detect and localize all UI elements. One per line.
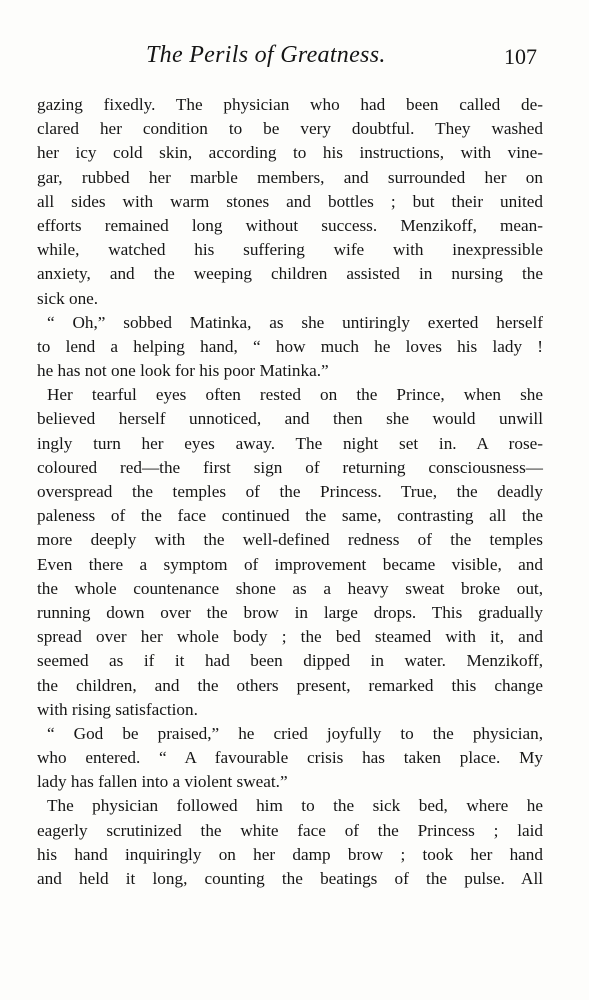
text-line: to lend a helping hand, “ how much he loves his lady ! <box>37 336 543 356</box>
text-line: with rising satisfaction. <box>37 699 198 719</box>
text-line: the whole countenance shone as a heavy sweat broke out, <box>37 578 543 598</box>
text-line: gar, rubbed her marble members, and surrounded her on <box>37 167 543 187</box>
text-line: “ God be praised,” he cried joyfully to the physician, <box>47 723 543 743</box>
text-line: all sides with warm stones and bottles ; but their united <box>37 191 543 211</box>
text-line: Her tearful eyes often rested on the Prince, when she <box>47 385 543 405</box>
page-number: 107 <box>504 44 537 69</box>
text-line: Even there a symptom of improvement became visible, and <box>37 554 543 574</box>
text-line: the children, and the others present, remarked this change <box>37 675 543 695</box>
text-line: who entered. “ A favourable crisis has taken place. My <box>37 748 543 768</box>
text-line: coloured red—the first sign of returning consciousness— <box>37 457 543 477</box>
text-line: “ Oh,” sobbed Matinka, as she untiringly exerted herself <box>47 312 543 332</box>
text-line: sick one. <box>37 288 99 308</box>
text-line: clared her condition to be very doubtful. They washed <box>37 119 543 139</box>
text-line: spread over her whole body ; the bed steamed with it, and <box>37 627 543 647</box>
running-head-title: The Perils of Greatness. <box>146 42 386 68</box>
text-line: ingly turn her eyes away. The night set in. A rose- <box>37 433 543 453</box>
text-line: believed herself unnoticed, and then she would unwill <box>37 409 543 429</box>
text-line: gazing fixedly. The physician who had been called de- <box>37 95 543 114</box>
text-line: efforts remained long without success. Menzikoff, mean- <box>37 215 543 235</box>
text-line: and held it long, counting the beatings of the pulse. All <box>37 869 543 888</box>
text-line: overspread the temples of the Princess. True, the deadly <box>37 482 543 501</box>
body-text <box>37 93 543 891</box>
text-line: The physician followed him to the sick bed, where he <box>47 796 543 816</box>
text-line: her icy cold skin, according to his instructions, with vine- <box>37 143 543 163</box>
text-line: his hand inquiringly on her damp brow ; took her hand <box>37 844 543 864</box>
text-line: running down over the brow in large drops. This gradually <box>37 602 543 622</box>
text-line: paleness of the face continued the same, contrasting all the <box>37 506 543 526</box>
text-line: he has not one look for his poor Matinka.” <box>37 361 329 381</box>
text-line: while, watched his suffering wife with inexpressible <box>37 240 543 260</box>
text-line: seemed as if it had been dipped in water. Menzikoff, <box>37 651 543 671</box>
text-line: eagerly scrutinized the white face of the Princess ; laid <box>37 820 543 840</box>
text-line: anxiety, and the weeping children assisted in nursing the <box>37 264 543 284</box>
text-line: lady has fallen into a violent sweat.” <box>37 772 288 792</box>
text-line: more deeply with the well-defined redness of the temples <box>37 530 543 550</box>
